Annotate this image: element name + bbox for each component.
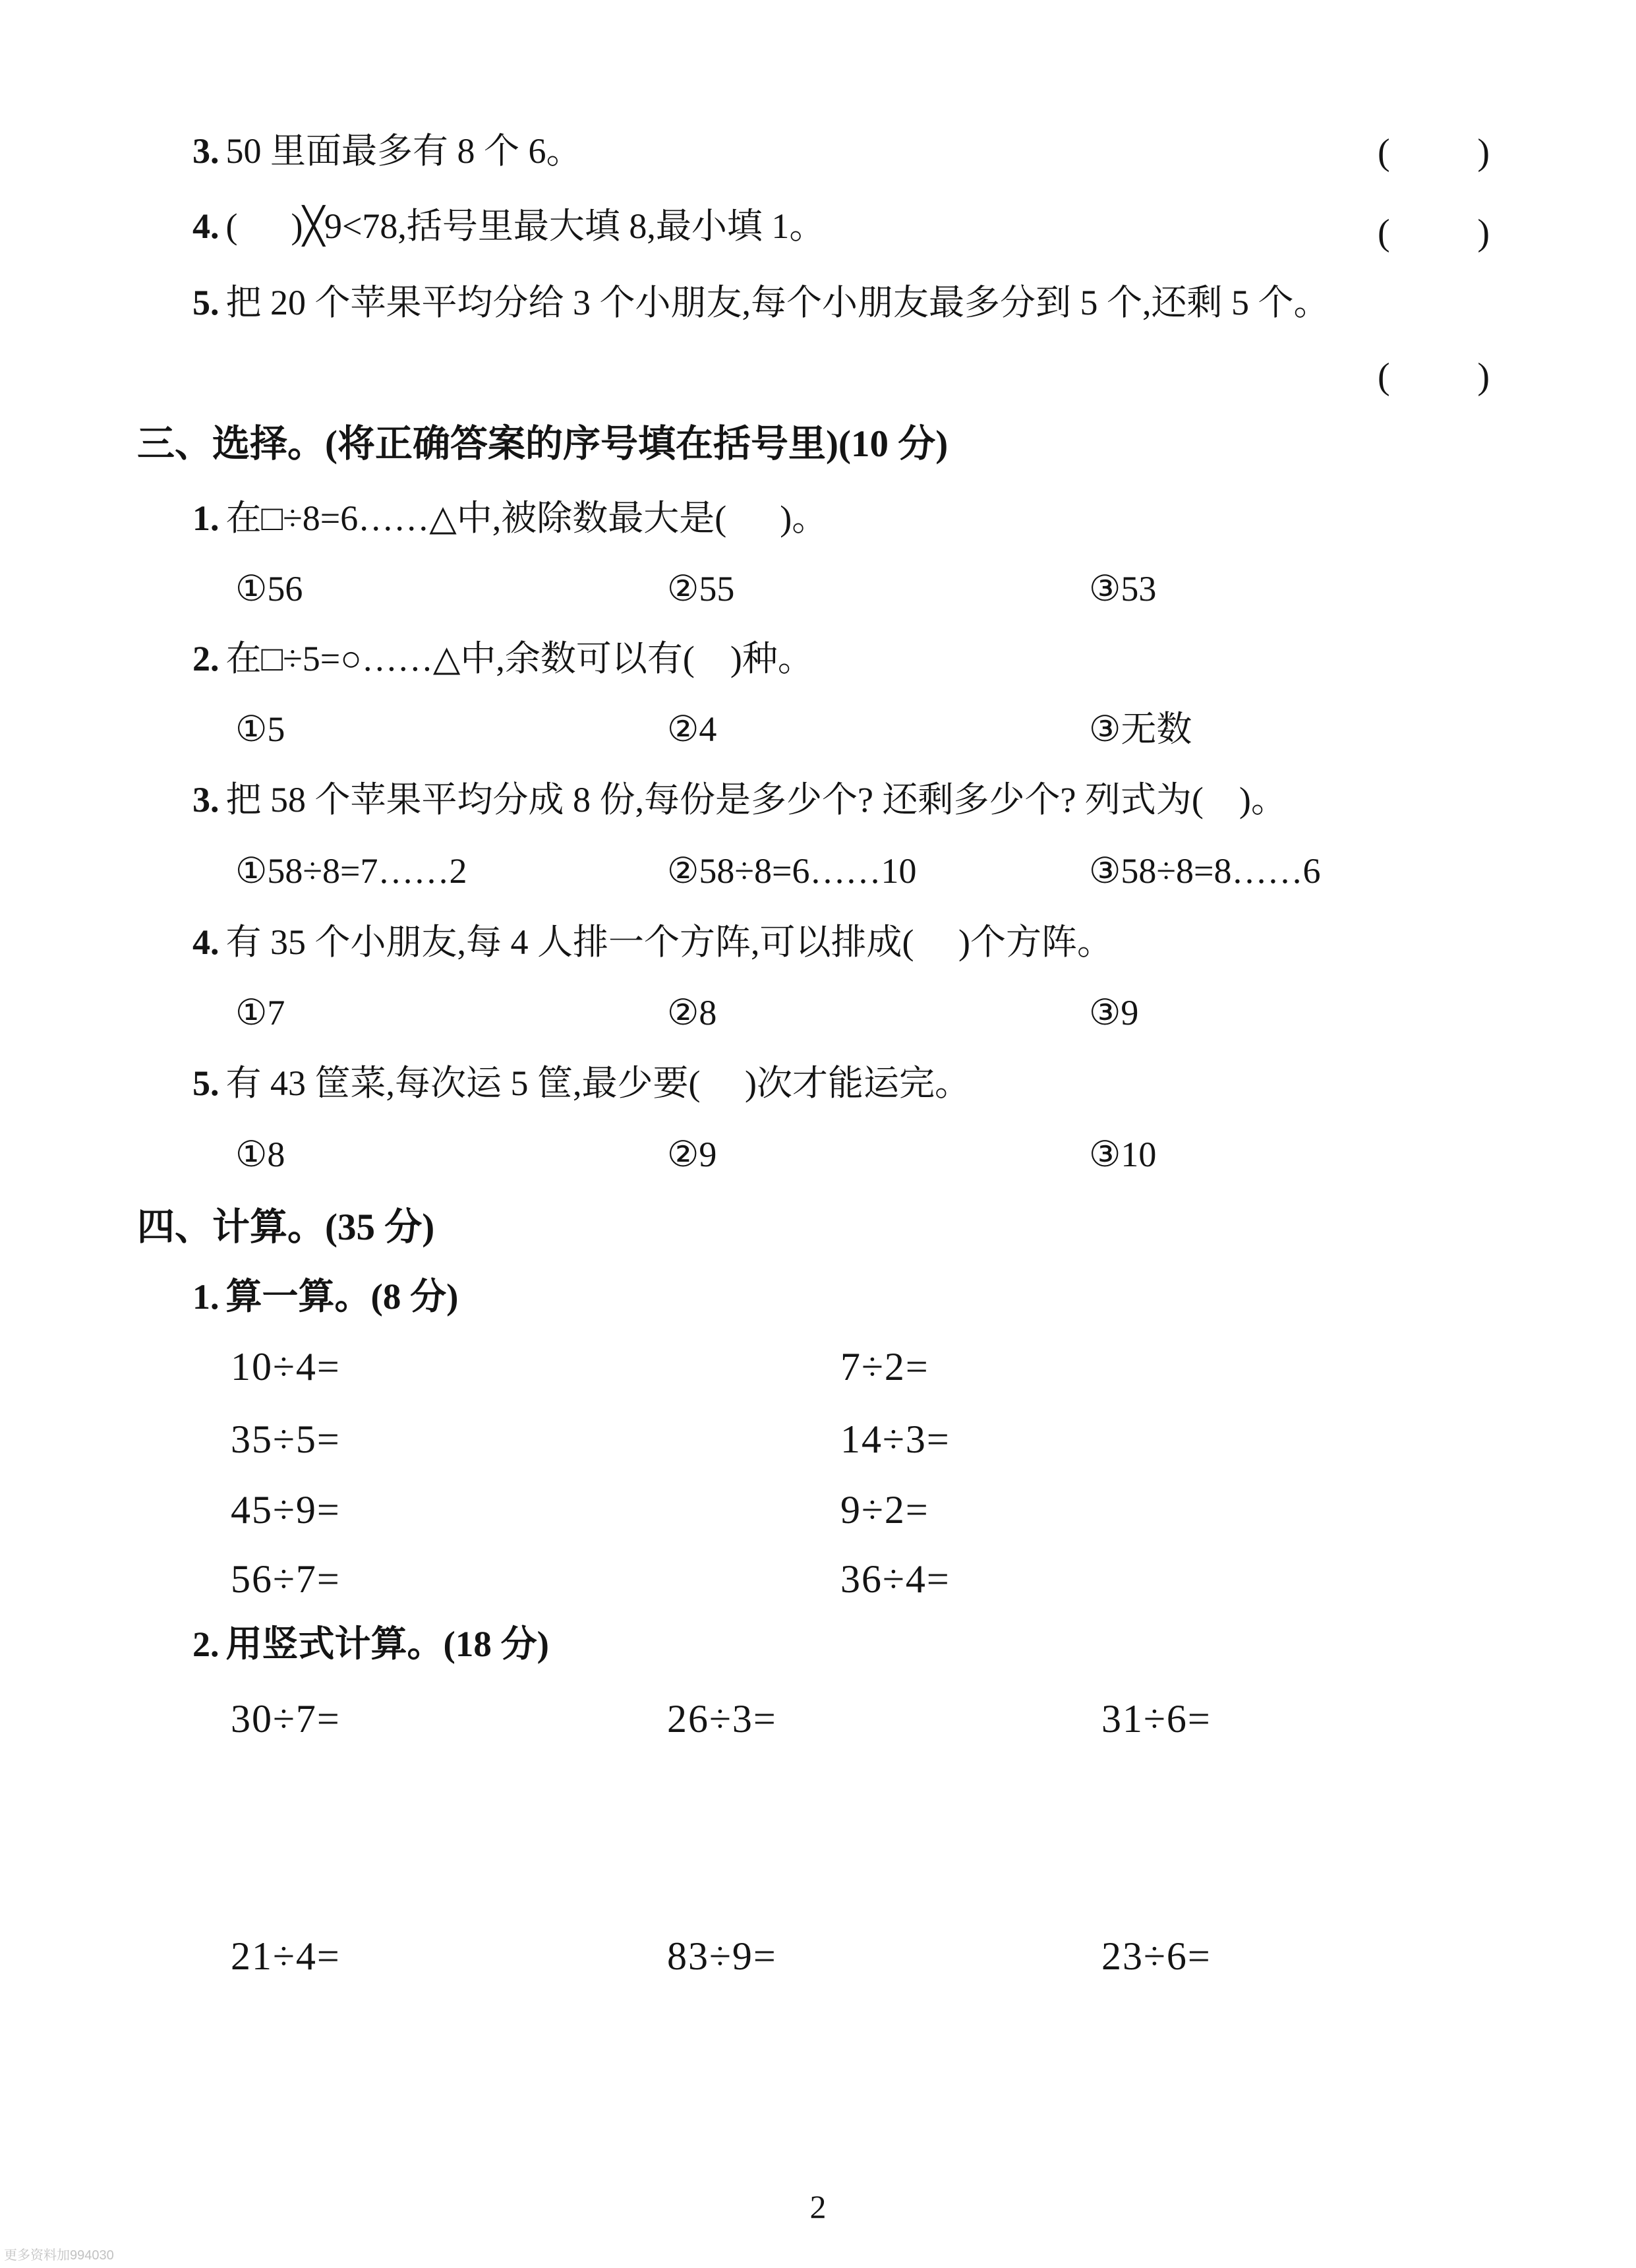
calc-subsection-1-number: 1. — [192, 1277, 219, 1317]
mental-calc-expression: 14÷3= — [840, 1418, 950, 1461]
choice-question-5 — [192, 1063, 970, 1105]
calc-subsection-2-number: 2. — [192, 1625, 219, 1664]
paren-close: ) — [1477, 212, 1490, 253]
paren-open: ( — [1378, 212, 1390, 253]
calc-subsection-2 — [192, 1623, 549, 1666]
question-4-option-1: ①7 — [235, 993, 285, 1032]
vertical-calc-expression: 23÷6= — [1101, 1934, 1212, 1978]
question-3-option-3: ③58÷8=8……6 — [1089, 851, 1321, 891]
question-4-number: 4. — [192, 922, 219, 962]
judge-item-4-number: 4. — [192, 206, 219, 246]
judge-item-4 — [192, 206, 825, 248]
question-2-option-1: ①5 — [235, 709, 285, 749]
paren-open: ( — [1378, 132, 1390, 173]
question-4-option-3: ③9 — [1089, 993, 1139, 1032]
question-4-option-2: ②8 — [667, 993, 717, 1032]
section-four-header: 四、计算。(35 分) — [137, 1207, 435, 1248]
question-5-option-1: ①8 — [235, 1135, 285, 1174]
vertical-calc-expression: 30÷7= — [231, 1697, 341, 1741]
choice-question-4 — [192, 922, 1113, 964]
judge-item-5-text: 把 20 个苹果平均分给 3 个小朋友,每个小朋友最多分到 5 个,还剩 5 个。 — [225, 283, 1329, 322]
mental-calc-expression: 35÷5= — [231, 1418, 341, 1461]
mental-calc-expression: 36÷4= — [840, 1557, 950, 1601]
question-5-option-2: ②9 — [667, 1135, 717, 1174]
choice-question-2 — [192, 638, 813, 680]
section-three-header: 三、选择。(将正确答案的序号填在括号里)(10 分) — [137, 423, 949, 465]
question-4-text: 有 35 个小朋友,每 4 人排一个方阵,可以排成( )个方阵。 — [225, 922, 1113, 962]
mental-calc-expression: 45÷9= — [231, 1488, 341, 1532]
question-1-option-1: ①56 — [235, 569, 303, 609]
answer-parentheses-item-3 — [1378, 131, 1490, 174]
calc-subsection-1-label: 算一算。(8 分) — [225, 1276, 459, 1317]
question-3-number: 3. — [192, 780, 219, 820]
question-3-option-2: ②58÷8=6……10 — [667, 851, 917, 891]
answer-parentheses-item-4 — [1378, 211, 1490, 254]
vertical-calc-expression: 26÷3= — [667, 1697, 777, 1741]
judge-item-3-text: 50 里面最多有 8 个 6。 — [225, 131, 582, 171]
paren-close: ) — [1477, 356, 1490, 397]
question-5-number: 5. — [192, 1063, 219, 1103]
question-2-text: 在□÷5=○……△中,余数可以有( )种。 — [225, 639, 813, 678]
vertical-calc-expression: 83÷9= — [667, 1934, 777, 1978]
question-5-text: 有 43 筐菜,每次运 5 筐,最少要( )次才能运完。 — [225, 1063, 970, 1103]
page-number: 2 — [809, 2188, 827, 2225]
mental-calc-expression: 10÷4= — [231, 1345, 341, 1388]
answer-parentheses-item-5 — [1378, 355, 1490, 398]
question-2-option-2: ②4 — [667, 709, 717, 749]
vertical-calc-expression: 31÷6= — [1101, 1697, 1212, 1741]
paren-open: ( — [1378, 356, 1390, 397]
calc-subsection-1 — [192, 1276, 458, 1319]
question-5-option-3: ③10 — [1089, 1135, 1157, 1174]
vertical-calc-expression: 21÷4= — [231, 1934, 341, 1978]
question-2-number: 2. — [192, 639, 219, 678]
question-1-number: 1. — [192, 498, 219, 538]
mental-calc-expression: 7÷2= — [840, 1345, 929, 1388]
watermark: 更多资料加994030 — [4, 2248, 114, 2263]
question-1-option-2: ②55 — [667, 569, 735, 609]
choice-question-1 — [192, 498, 827, 540]
judge-item-3-number: 3. — [192, 131, 219, 171]
paren-close: ) — [1477, 132, 1490, 173]
judge-item-5-number: 5. — [192, 283, 219, 322]
question-1-option-3: ③53 — [1089, 569, 1157, 609]
question-2-option-3: ③无数 — [1089, 709, 1192, 749]
question-1-text: 在□÷8=6……△中,被除数最大是( )。 — [225, 498, 828, 538]
question-3-text: 把 58 个苹果平均分成 8 份,每份是多少个? 还剩多少个? 列式为( )。 — [225, 780, 1287, 820]
judge-item-4-text: ( )╳9<78,括号里最大填 8,最小填 1。 — [225, 206, 825, 246]
choice-question-3 — [192, 779, 1287, 821]
judge-item-3 — [192, 131, 582, 173]
calc-subsection-2-label: 用竖式计算。(18 分) — [225, 1624, 549, 1664]
question-3-option-1: ①58÷8=7……2 — [235, 851, 467, 891]
judge-item-5 — [192, 282, 1329, 324]
mental-calc-expression: 9÷2= — [840, 1488, 929, 1532]
mental-calc-expression: 56÷7= — [231, 1557, 341, 1601]
